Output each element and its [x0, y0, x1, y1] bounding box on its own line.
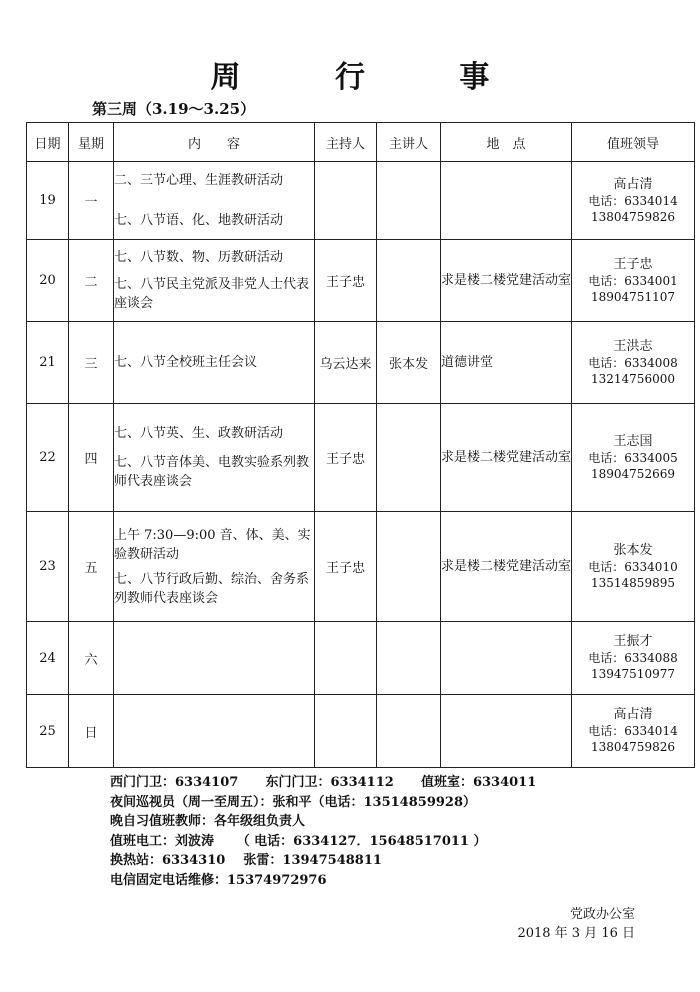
host-cell: 王子忠 — [315, 512, 377, 622]
duty-name: 张本发 — [613, 542, 653, 558]
content-item: 七、八节音体美、电教实验系列教师代表座谈会 — [114, 455, 310, 489]
weekday-cell: 三 — [69, 322, 114, 404]
duty-name: 王子忠 — [613, 256, 653, 272]
duty-mobile: 13804759826 — [591, 740, 675, 754]
weekday-cell: 二 — [69, 240, 114, 322]
content-item: 上午 7:30—9:00 音、体、美、实验教研活动 — [114, 527, 311, 562]
signature-block — [505, 905, 635, 943]
duty-name: 高占清 — [613, 707, 653, 722]
schedule-table — [26, 122, 695, 768]
host-cell — [315, 622, 377, 695]
date-cell: 25 — [27, 695, 69, 768]
table-row — [27, 695, 695, 768]
content-cell — [114, 322, 315, 404]
content-item: 二、三节心理、生涯教研活动 — [114, 173, 284, 188]
duty-cell — [572, 695, 695, 768]
content-cell — [114, 240, 315, 322]
content-item: 七、八节数、物、历教研活动 — [114, 250, 284, 265]
night-patrol: 夜间巡视员（周一至周五）：张和平（电话：13514859928） — [110, 794, 476, 810]
duty-name: 王志国 — [613, 433, 653, 449]
host-cell: 王子忠 — [315, 404, 377, 512]
header-weekday: 星期 — [69, 123, 114, 162]
speaker-cell — [377, 240, 441, 322]
duty-cell — [572, 322, 695, 404]
issuing-office: 党政办公室 — [569, 907, 635, 922]
content-item: 七、八节民主党派及非党人士代表座谈会 — [114, 277, 310, 311]
duty-phone: 电话：6334014 — [588, 193, 678, 208]
content-item: 七、八节行政后勤、综治、舍务系列教师代表座谈会 — [114, 571, 310, 606]
duty-mobile: 13947510977 — [591, 667, 675, 681]
duty-phone: 电话：6334005 — [588, 450, 678, 465]
duty-name: 王洪志 — [613, 338, 653, 354]
weekday-cell: 五 — [69, 512, 114, 622]
duty-phone: 电话：6334008 — [588, 355, 678, 370]
speaker-cell — [377, 512, 441, 622]
speaker-cell: 张本发 — [377, 322, 441, 404]
issue-date: 2018 年 3 月 16 日 — [517, 926, 635, 941]
content-cell — [114, 695, 315, 768]
weekday-cell: 一 — [69, 162, 114, 240]
header-date: 日期 — [27, 123, 69, 162]
contact-footer — [110, 773, 536, 890]
duty-mobile: 13804759826 — [591, 209, 675, 224]
speaker-cell — [377, 162, 441, 240]
duty-cell — [572, 622, 695, 695]
telecom-repair: 电信固定电话维修：15374972976 — [110, 872, 327, 888]
gate-phones: 西门门卫：6334107 东门门卫：6334112 值班室：6334011 — [110, 775, 537, 790]
date-cell: 22 — [27, 404, 69, 512]
electrician-duty: 值班电工：刘波涛 （ 电话：6334127．15648517011 ） — [110, 833, 487, 849]
place-cell: 求是楼二楼党建活动室 — [441, 240, 572, 322]
place-cell — [441, 622, 572, 695]
table-header-row — [27, 123, 695, 162]
duty-cell — [572, 162, 695, 240]
host-cell — [315, 162, 377, 240]
place-cell — [441, 695, 572, 768]
content-cell — [114, 162, 315, 240]
header-place: 地 点 — [441, 123, 572, 162]
place-cell: 求是楼二楼党建活动室 — [441, 512, 572, 622]
week-label: 第三周（3.19～3.25） — [92, 100, 256, 118]
duty-mobile: 13214756000 — [591, 371, 675, 386]
header-host: 主持人 — [315, 123, 377, 162]
table-row — [27, 240, 695, 322]
duty-name: 高占清 — [613, 176, 653, 192]
table-row — [27, 512, 695, 622]
weekday-cell: 日 — [69, 695, 114, 768]
host-cell: 乌云达来 — [315, 322, 377, 404]
speaker-cell — [377, 404, 441, 512]
duty-cell — [572, 240, 695, 322]
heat-station: 换热站：6334310 张雷：13947548811 — [110, 853, 382, 868]
duty-phone: 电话：6334088 — [588, 651, 678, 665]
place-cell — [441, 162, 572, 240]
content-item: 七、八节英、生、政教研活动 — [114, 426, 284, 441]
duty-mobile: 18904751107 — [591, 289, 675, 304]
content-cell — [114, 404, 315, 512]
date-cell: 19 — [27, 162, 69, 240]
weekday-cell: 六 — [69, 622, 114, 695]
duty-mobile: 13514859895 — [591, 575, 675, 590]
header-content: 内 容 — [114, 123, 315, 162]
duty-mobile: 18904752669 — [591, 466, 675, 481]
table-row — [27, 162, 695, 240]
content-cell — [114, 622, 315, 695]
duty-name: 王振才 — [613, 634, 653, 649]
date-cell: 20 — [27, 240, 69, 322]
duty-phone: 电话：6334010 — [588, 559, 678, 574]
place-cell: 求是楼二楼党建活动室 — [441, 404, 572, 512]
speaker-cell — [377, 622, 441, 695]
table-row — [27, 404, 695, 512]
speaker-cell — [377, 695, 441, 768]
table-row — [27, 622, 695, 695]
date-cell: 21 — [27, 322, 69, 404]
table-row — [27, 322, 695, 404]
header-speaker: 主讲人 — [377, 123, 441, 162]
duty-cell — [572, 404, 695, 512]
page-title: 周 行 事 — [210, 60, 532, 95]
duty-phone: 电话：6334001 — [588, 273, 678, 288]
date-cell: 24 — [27, 622, 69, 695]
weekday-cell: 四 — [69, 404, 114, 512]
evening-study-duty: 晚自习值班教师：各年级组负责人 — [110, 814, 306, 829]
place-cell: 道德讲堂 — [441, 322, 572, 404]
host-cell — [315, 695, 377, 768]
header-duty-leader: 值班领导 — [572, 123, 695, 162]
duty-phone: 电话：6334014 — [588, 724, 678, 738]
content-item: 七、八节语、化、地教研活动 — [114, 213, 284, 228]
duty-cell — [572, 512, 695, 622]
date-cell: 23 — [27, 512, 69, 622]
host-cell: 王子忠 — [315, 240, 377, 322]
content-cell — [114, 512, 315, 622]
content-item: 七、八节全校班主任会议 — [114, 355, 258, 370]
